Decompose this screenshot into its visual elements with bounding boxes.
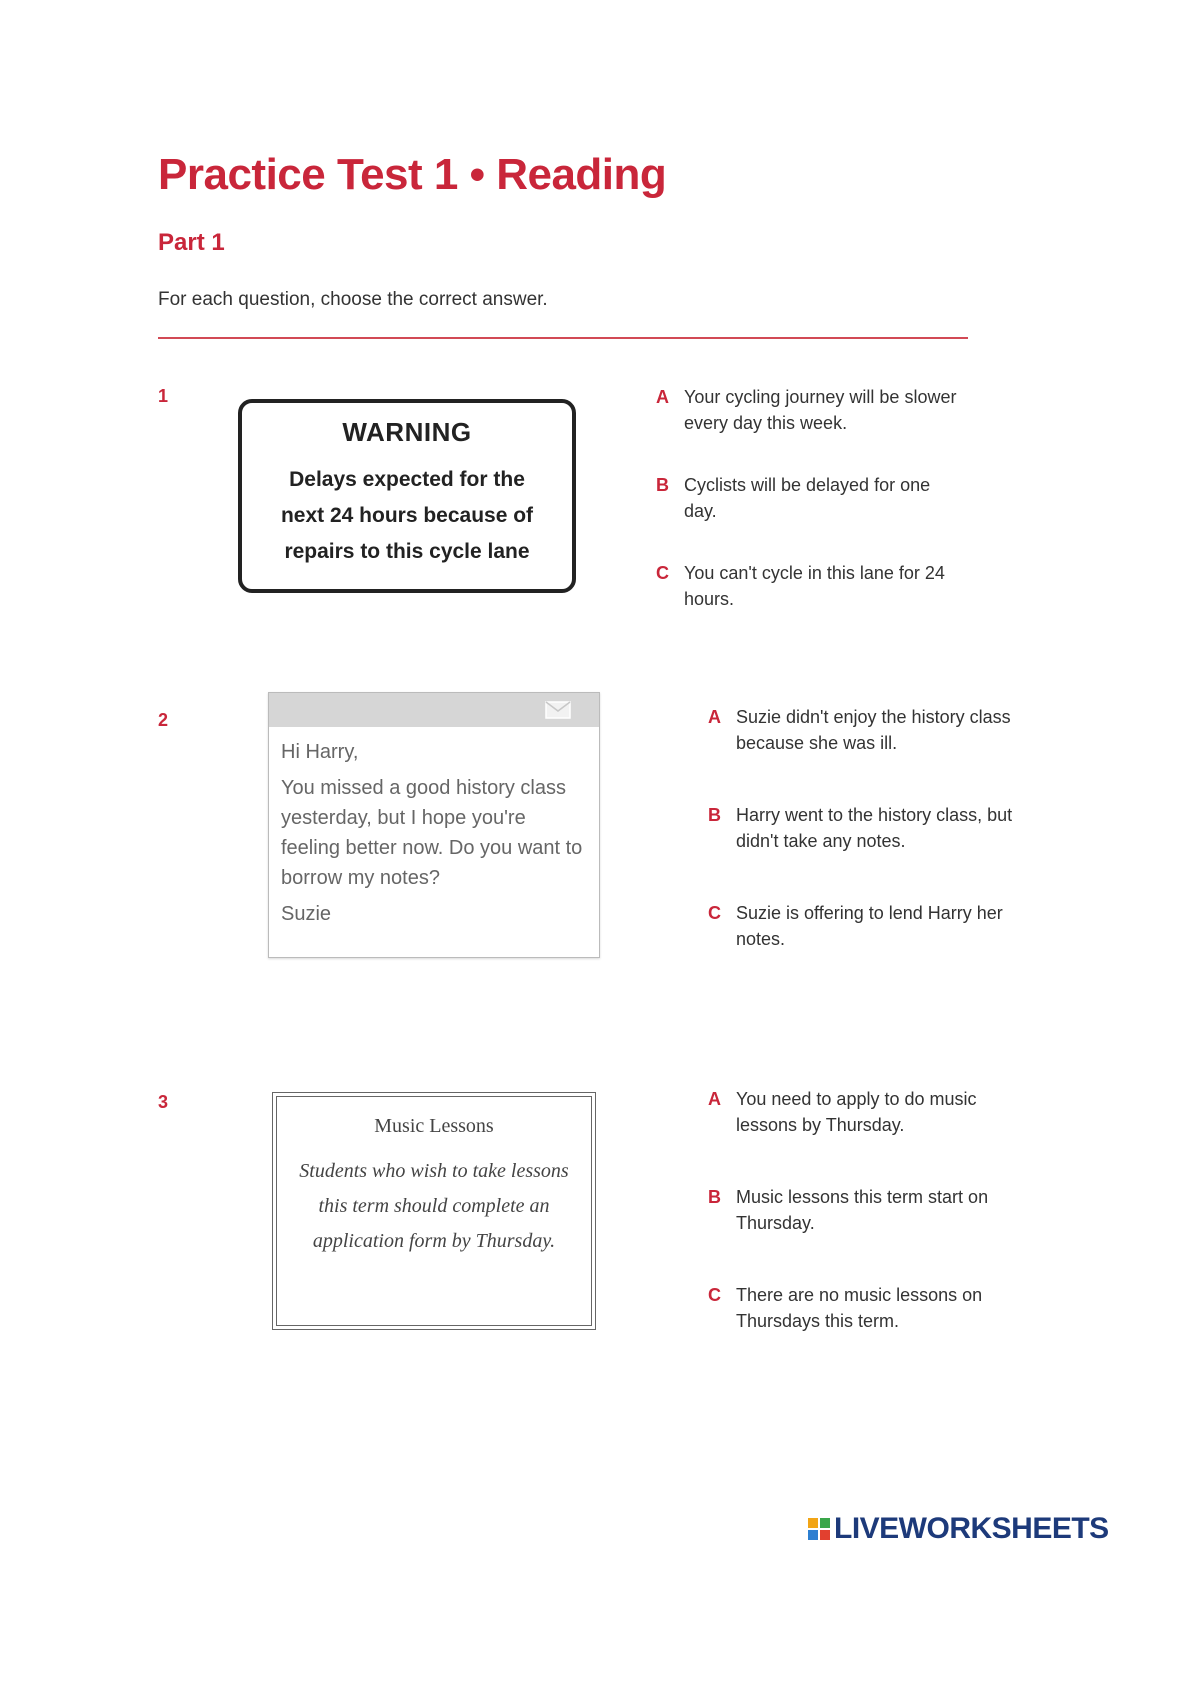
option-letter: A — [656, 387, 669, 407]
question-3-option-c[interactable] — [708, 1282, 1016, 1334]
warning-text — [242, 462, 572, 570]
option-letter: C — [656, 563, 669, 583]
warning-line: repairs to this cycle lane — [284, 540, 530, 563]
question-2-number: 2 — [158, 710, 169, 730]
part-heading: Part 1 — [158, 229, 225, 256]
question-3-number: 3 — [158, 1092, 169, 1112]
option-letter: A — [708, 1089, 721, 1109]
instruction-text: For each question, choose the correct answer. — [158, 289, 548, 310]
warning-title: WARNING — [342, 417, 472, 447]
envelope-icon — [545, 701, 571, 719]
question-2-option-a[interactable] — [708, 704, 1016, 756]
option-text: Cyclists will be delayed for one day. — [684, 475, 931, 521]
option-letter: C — [708, 1285, 721, 1305]
question-1-number: 1 — [158, 386, 169, 406]
warning-sign — [238, 399, 576, 593]
question-1-option-b[interactable] — [656, 472, 964, 524]
question-3-option-a[interactable] — [708, 1086, 1016, 1138]
email-header-bar — [269, 693, 599, 727]
option-text: You can't cycle in this lane for 24 hours. — [684, 563, 945, 609]
option-text: Harry went to the history class, but didn't take any notes. — [736, 805, 1013, 851]
email-text: You missed a good history class yesterday, but I hope you're feeling better now. Do you want to borrow my notes? — [281, 777, 583, 889]
page-title: Practice Test 1 • Reading — [158, 150, 667, 199]
notice-text: Students who wish to take lessons this term should complete an application form by Thursday. — [299, 1160, 569, 1252]
divider-rule — [158, 337, 968, 339]
option-text: Suzie is offering to lend Harry her notes. — [736, 903, 1003, 949]
warning-line: Delays expected for the — [289, 468, 525, 491]
option-letter: A — [708, 707, 721, 727]
brand-text: LIVEWORKSHEETS — [834, 1512, 1109, 1545]
email-greeting: Hi Harry, — [281, 741, 359, 763]
question-2-option-c[interactable] — [708, 900, 1016, 952]
question-1-option-c[interactable] — [656, 560, 964, 612]
option-letter: B — [708, 1187, 721, 1207]
option-letter: B — [708, 805, 721, 825]
email-signoff: Suzie — [281, 903, 332, 925]
question-1-option-a[interactable] — [656, 384, 964, 436]
option-text: Suzie didn't enjoy the history class because she was ill. — [736, 707, 1011, 753]
option-text: Music lessons this term start on Thursday. — [736, 1187, 989, 1233]
email-message — [268, 692, 600, 958]
liveworksheets-brand[interactable] — [808, 1512, 1109, 1546]
notice-frame — [276, 1096, 592, 1326]
option-text: There are no music lessons on Thursdays this term. — [736, 1285, 983, 1331]
email-body — [269, 727, 599, 929]
option-letter: C — [708, 903, 721, 923]
option-letter: B — [656, 475, 669, 495]
question-3-option-b[interactable] — [708, 1184, 1016, 1236]
warning-line: next 24 hours because of — [280, 504, 534, 527]
music-notice — [272, 1092, 596, 1330]
option-text: You need to apply to do music lessons by Thursday. — [736, 1089, 977, 1135]
option-text: Your cycling journey will be slower every day this week. — [684, 387, 957, 433]
question-2-option-b[interactable] — [708, 802, 1016, 854]
notice-title: Music Lessons — [374, 1115, 494, 1137]
brand-logo-icon — [808, 1518, 830, 1540]
